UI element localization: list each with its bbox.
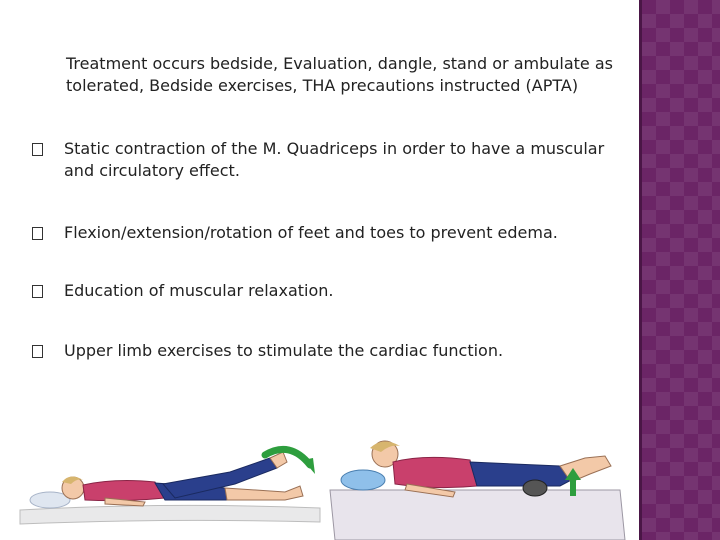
bullet-text xyxy=(64,138,624,182)
bullet-box-icon xyxy=(32,143,43,156)
floor-mat xyxy=(20,505,320,524)
bullet-text xyxy=(64,340,624,362)
intro-line-2: tolerated, Bedside exercises, THA precautions instructed (APTA) xyxy=(66,76,579,95)
bullet-text xyxy=(64,280,624,302)
decorative-side-panel xyxy=(642,0,720,540)
bullet-line: Static contraction of the M. Quadriceps in order to have a muscular xyxy=(64,139,605,158)
bullet-line: Education of muscular relaxation. xyxy=(64,281,334,300)
bullet-line: Upper limb exercises to stimulate the cardiac function. xyxy=(64,341,504,360)
bolster-exercise-figure xyxy=(330,441,625,540)
up-arrow-icon xyxy=(570,478,576,496)
bed xyxy=(330,490,625,540)
leg-raise-figure xyxy=(20,449,320,524)
lower-leg-foot xyxy=(225,486,303,500)
bullet-line: and circulatory effect. xyxy=(64,161,240,180)
intro-line-1: Treatment occurs bedside, Evaluation, dangle, stand or ambulate as xyxy=(66,54,613,73)
bullet-box-icon xyxy=(32,227,43,240)
pants xyxy=(470,462,575,486)
pillow xyxy=(341,470,385,490)
bullet-text xyxy=(64,222,624,244)
intro-paragraph xyxy=(66,53,626,97)
curved-arrow-head xyxy=(303,458,315,474)
bullet-box-icon xyxy=(32,285,43,298)
bullet-box-icon xyxy=(32,345,43,358)
shirt xyxy=(83,481,165,501)
shirt xyxy=(393,457,477,487)
bullet-line: Flexion/extension/rotation of feet and toes to prevent edema. xyxy=(64,223,558,242)
towel-roll xyxy=(523,480,547,496)
exercise-illustrations xyxy=(15,430,635,540)
